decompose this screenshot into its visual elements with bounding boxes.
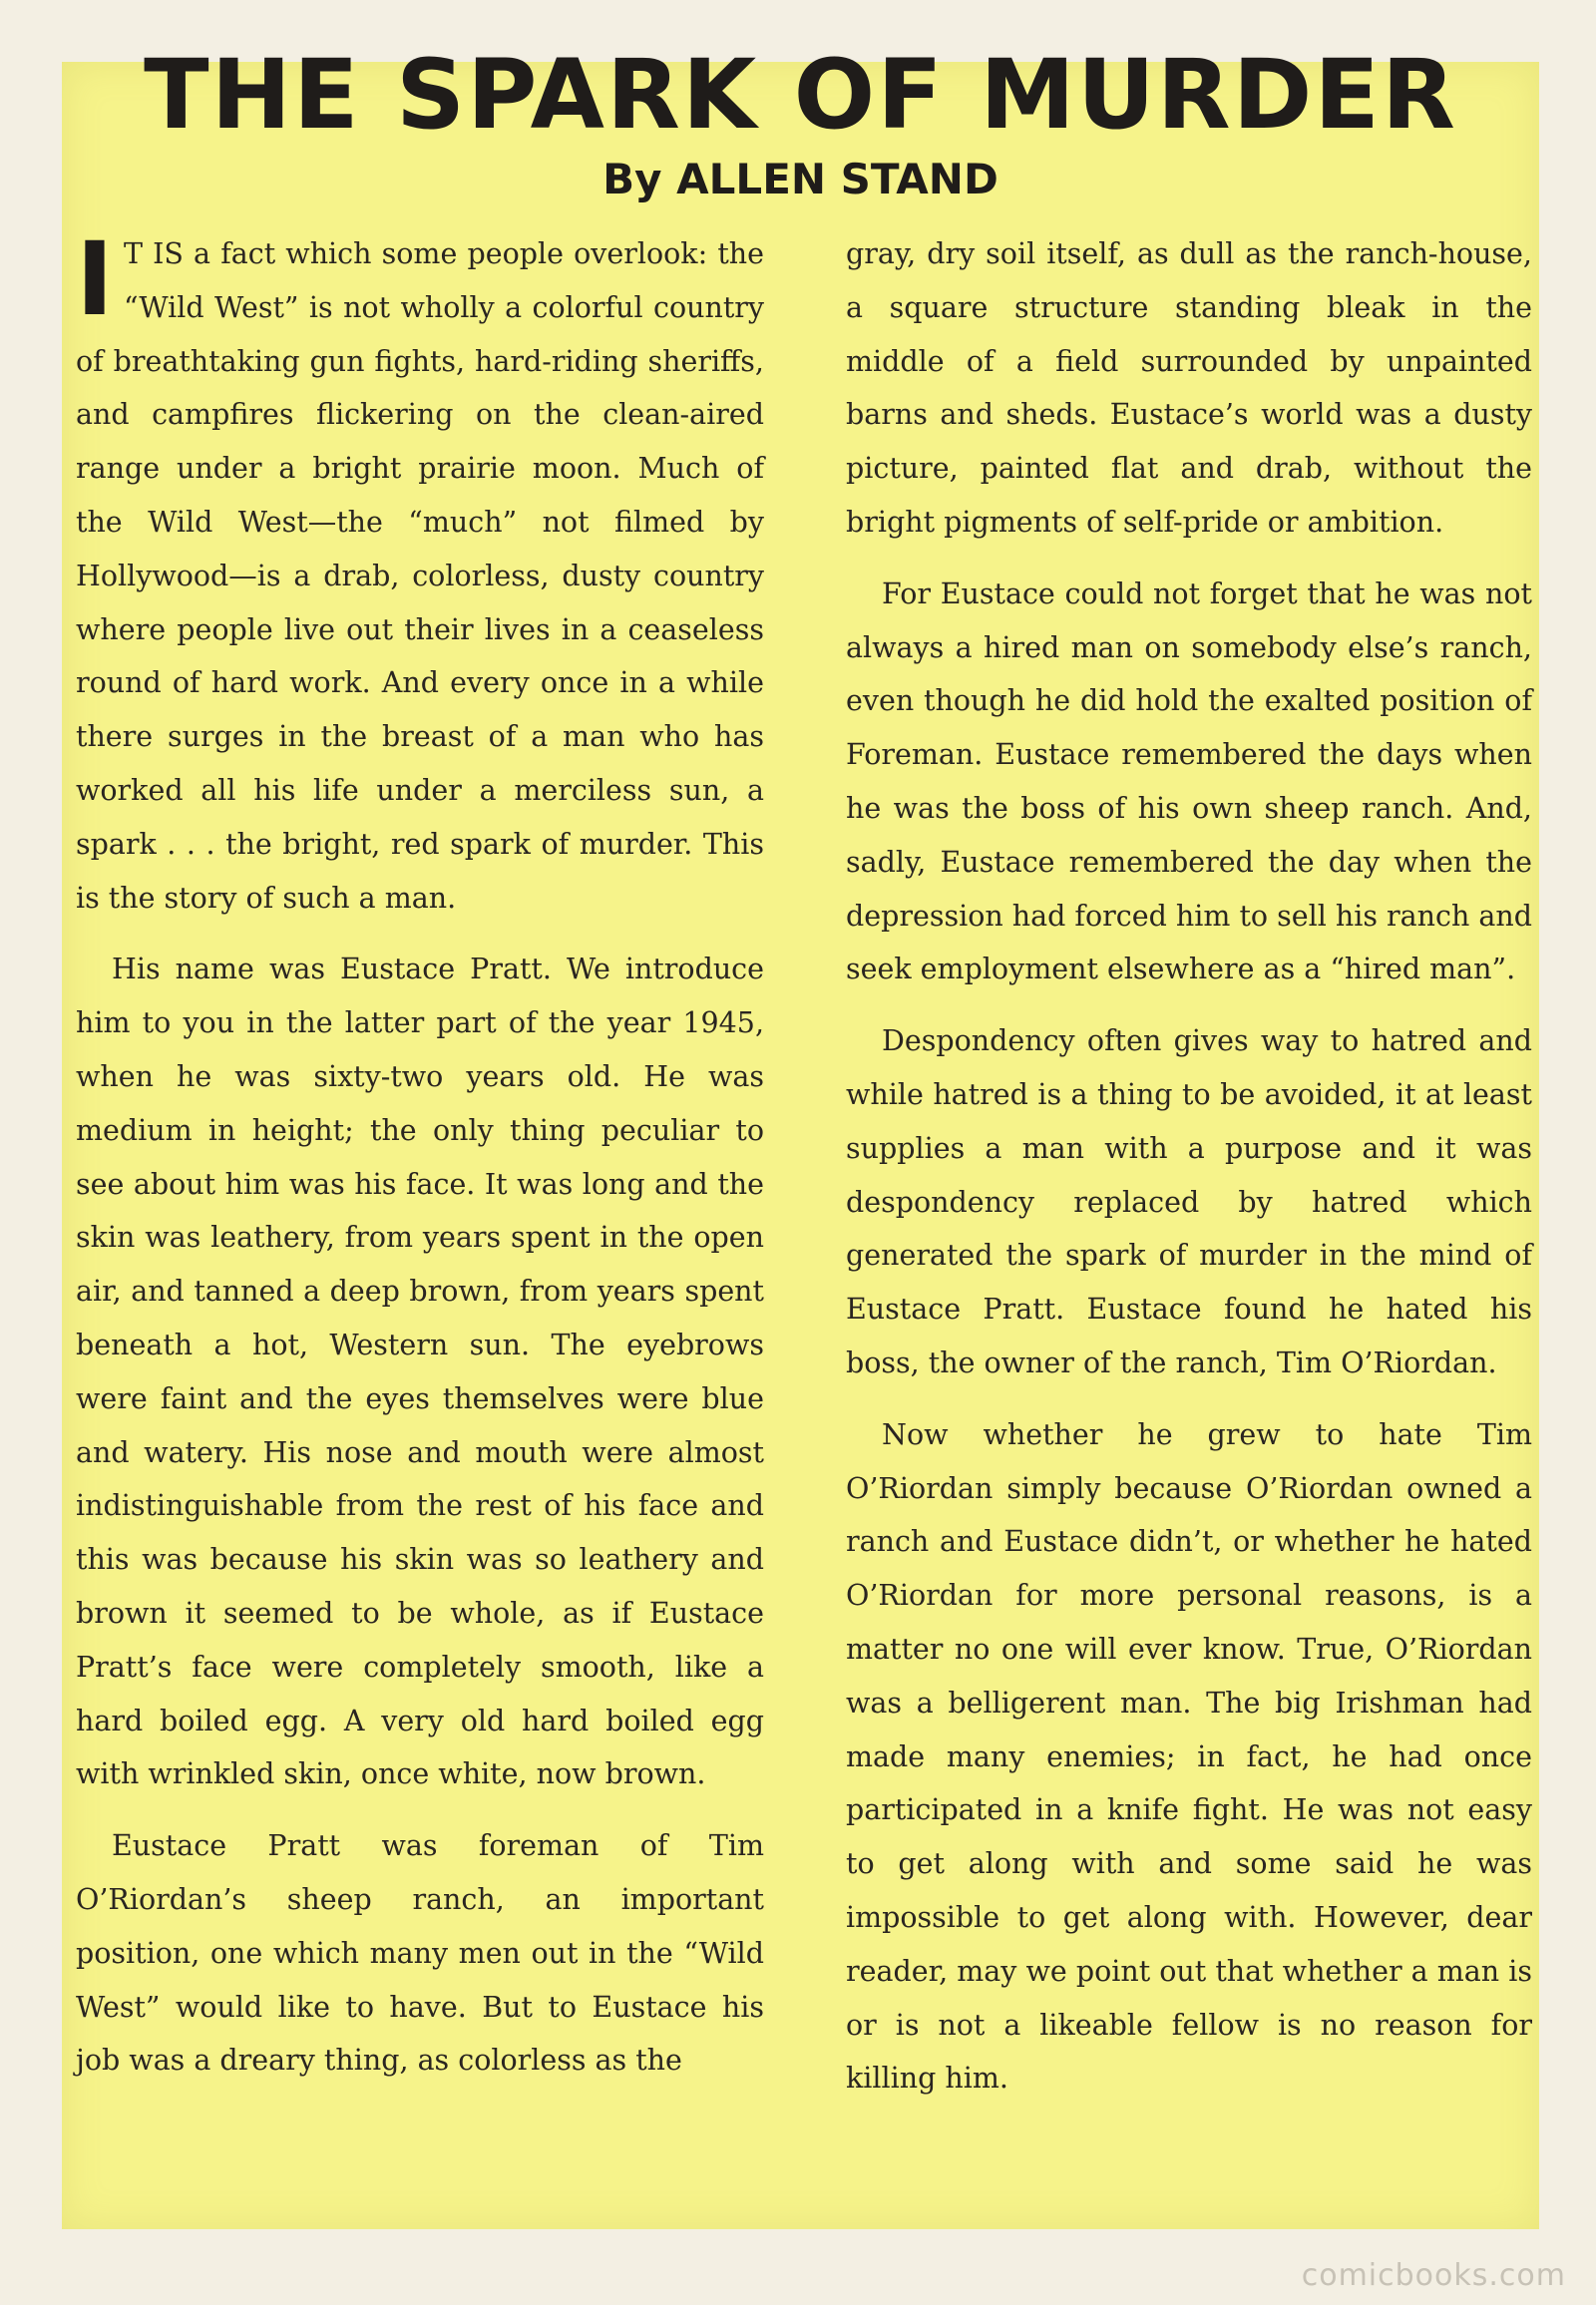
left-column [76, 220, 764, 2088]
paragraph: Now whether he grew to hate Tim O’Riordan simply because O’Riordan owned a ranch and Eustace didn’t, or whether he hated O’Riordan for more personal reasons, is a matter no one will ever know. True, O’Riordan was a belligerent man. The big Irishman had made many enemies; in fact, he had once participated in a knife fight. He was not easy to get along with and some said he was impossible to get along with. However, dear reader, may we point out that whether a man is or is not a likeable fellow is no reason for killing him. [846, 1417, 1532, 2096]
author-byline: By ALLEN STAND [602, 155, 998, 203]
story-title: THE SPARK OF MURDER [144, 39, 1457, 151]
right-column [846, 227, 1532, 2106]
paragraph [76, 220, 764, 925]
paragraph: gray, dry soil itself, as dull as the ranch-house, a square structure standing bleak in the middle of a field surrounded by unpainted barns and sheds. Eustace’s world was a dusty picture, painted flat and drab, without the bright pigments of self-pride or ambition. [846, 237, 1532, 539]
paragraph: For Eustace could not forget that he was not always a hired man on somebody else’s ranch, even though he did hold the exalted position of Foreman. Eustace remembered the days when he was the boss of his own sheep ranch. And, sadly, Eustace remembered the day when the depression had forced him to sell his ranch and seek employment elsewhere as a “hired man”. [846, 576, 1532, 986]
paragraph: Eustace Pratt was foreman of Tim O’Riordan’s sheep ranch, an important position, one which many men out in the “Wild West” would like to have. But to Eustace his job was a dreary thing, as colorless as the [76, 1829, 764, 2078]
paragraph: His name was Eustace Pratt. We introduce him to you in the latter part of the year 1945, when he was sixty-two years old. He was medium in height; the only thing peculiar to see about him was his face. It was long and the skin was leathery, from years spent in the open air, and tanned a deep brown, from years spent beneath a hot, Western sun. The eyebrows were faint and the eyes themselves were blue and watery. His nose and mouth were almost indistinguishable from the rest of his face and this was because his skin was so leathery and brown it seemed to be whole, as if Eustace Pratt’s face were completely smooth, like a hard boiled egg. A very old hard boiled egg with wrinkled skin, once white, now brown. [76, 953, 764, 1791]
drop-cap: I [76, 220, 114, 339]
paragraph-text: T IS a fact which some people overlook: the “Wild West” is not wholly a colorful country of breathtaking gun fights, hard-riding sheriffs, and campfires flickering on the clean-aired range under a bright prairie moon. Much of the Wild West—the “much” not filmed by Hollywood—is a drab, colorless, dusty country where people live out their lives in a ceaseless round of hard work. And every once in a while there surges in the breast of a man who has worked all his life under a merciless sun, a spark . . . the bright, red spark of murder. This is the story of such a man. [76, 237, 764, 915]
watermark: comicbooks.com [1301, 2258, 1566, 2293]
paragraph: Despondency often gives way to hatred and while hatred is a thing to be avoided, it at least supplies a man with a purpose and it was despondency replaced by hatred which generated the spark of murder in the mind of Eustace Pratt. Eustace found he hated his boss, the owner of the ranch, Tim O’Riordan. [846, 1024, 1532, 1379]
